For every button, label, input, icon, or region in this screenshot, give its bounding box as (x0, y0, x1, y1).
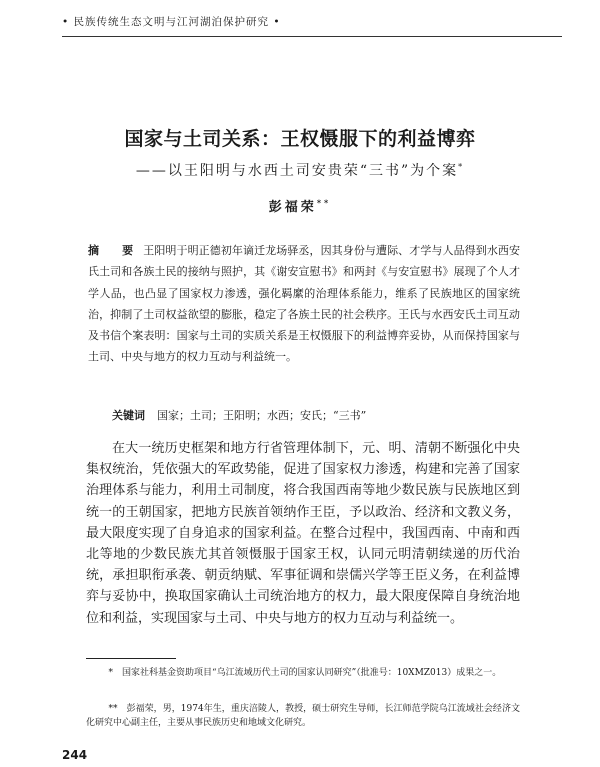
page-number: 244 (62, 748, 88, 762)
keywords-text: 国家；土司；王阳明；水西；安氏；“三书” (157, 409, 367, 422)
running-header: • 民族传统生态文明与江河湖泊保护研究 • (62, 16, 281, 28)
keywords (112, 407, 532, 423)
subtitle-footnote-mark: * (458, 162, 465, 172)
footnote-1-text: 国家社科基金资助项目“乌江流域历代土司的国家认同研究”（批准号：10XMZ013）成果之一。 (122, 668, 502, 678)
subtitle-text: ——以王阳明与水西土司安贵荣“三书”为个案 (135, 163, 459, 179)
keywords-label: 关键词 (112, 409, 145, 422)
footnote-divider (86, 658, 176, 659)
footnote-1 (86, 666, 520, 680)
body-paragraph: 在大一统历史框架和地方行省管理体制下，元、明、清朝不断强化中央集权统治，凭依强大的军政势能，促进了国家权力渗透，构建和完善了国家治理体系与能力，利用土司制度，将合我国西南等地少数民族与民族地区到统一的王朝国家，把地方民族首领纳作王臣，予以政治、经济和文教义务，最大限度实现了自身追求的国家利益。在整合过程中，我国西南、中南和西北等地的少数民族尤其首领慑服于国家王权，认同元明清朝续递的历代治统，承担职衔承袭、朝贡纳赋、军事征调和崇儒兴学等王臣义务，在利益博弈与妥协中，换取国家确认土司统治地方的权力，最大限度保障自身统治地位和利益，实现国家与土司、中央与地方的权力互动与利益统一。 (86, 441, 520, 626)
author-line (0, 196, 600, 215)
abstract (88, 240, 520, 368)
header-divider (62, 36, 562, 37)
abstract-label: 摘 要 (88, 244, 140, 257)
author-footnote-mark: ** (316, 197, 332, 208)
footnote-2-mark: ** (108, 704, 118, 714)
abstract-text: 王阳明于明正德初年谪迁龙场驿丞，因其身份与遭际、才学与人品得到水西安氏土司和各族土民的接纳与照护，其《谢安宣慰书》和两封《与安宣慰书》展现了个人才学人品，也凸显了国家权力渗透，强化羁縻的治理体系能力，维系了民族地区的国家统治，抑制了土司权益欲望的膨胀，稳定了各族土民的社会秩序。王氏与水西安氏土司互动及书信个案表明：国家与土司的实质关系是王权慑服下的利益博弈妥协，从而保持国家与土司、中央与地方的权力互动与利益统一。 (88, 244, 520, 364)
footnote-1-mark: * (108, 668, 113, 678)
footnote-2-text: 彭福荣，男，1974年生，重庆涪陵人，教授，硕士研究生导师，长江师范学院乌江流域社会经济文化研究中心副主任，主要从事民族历史和地域文化研究。 (86, 704, 520, 728)
footnote-2 (86, 702, 520, 730)
author-name: 彭福荣 (268, 200, 317, 215)
article-subtitle (0, 160, 600, 180)
article-title: 国家与土司关系：王权慑服下的利益博弈 (124, 128, 476, 150)
